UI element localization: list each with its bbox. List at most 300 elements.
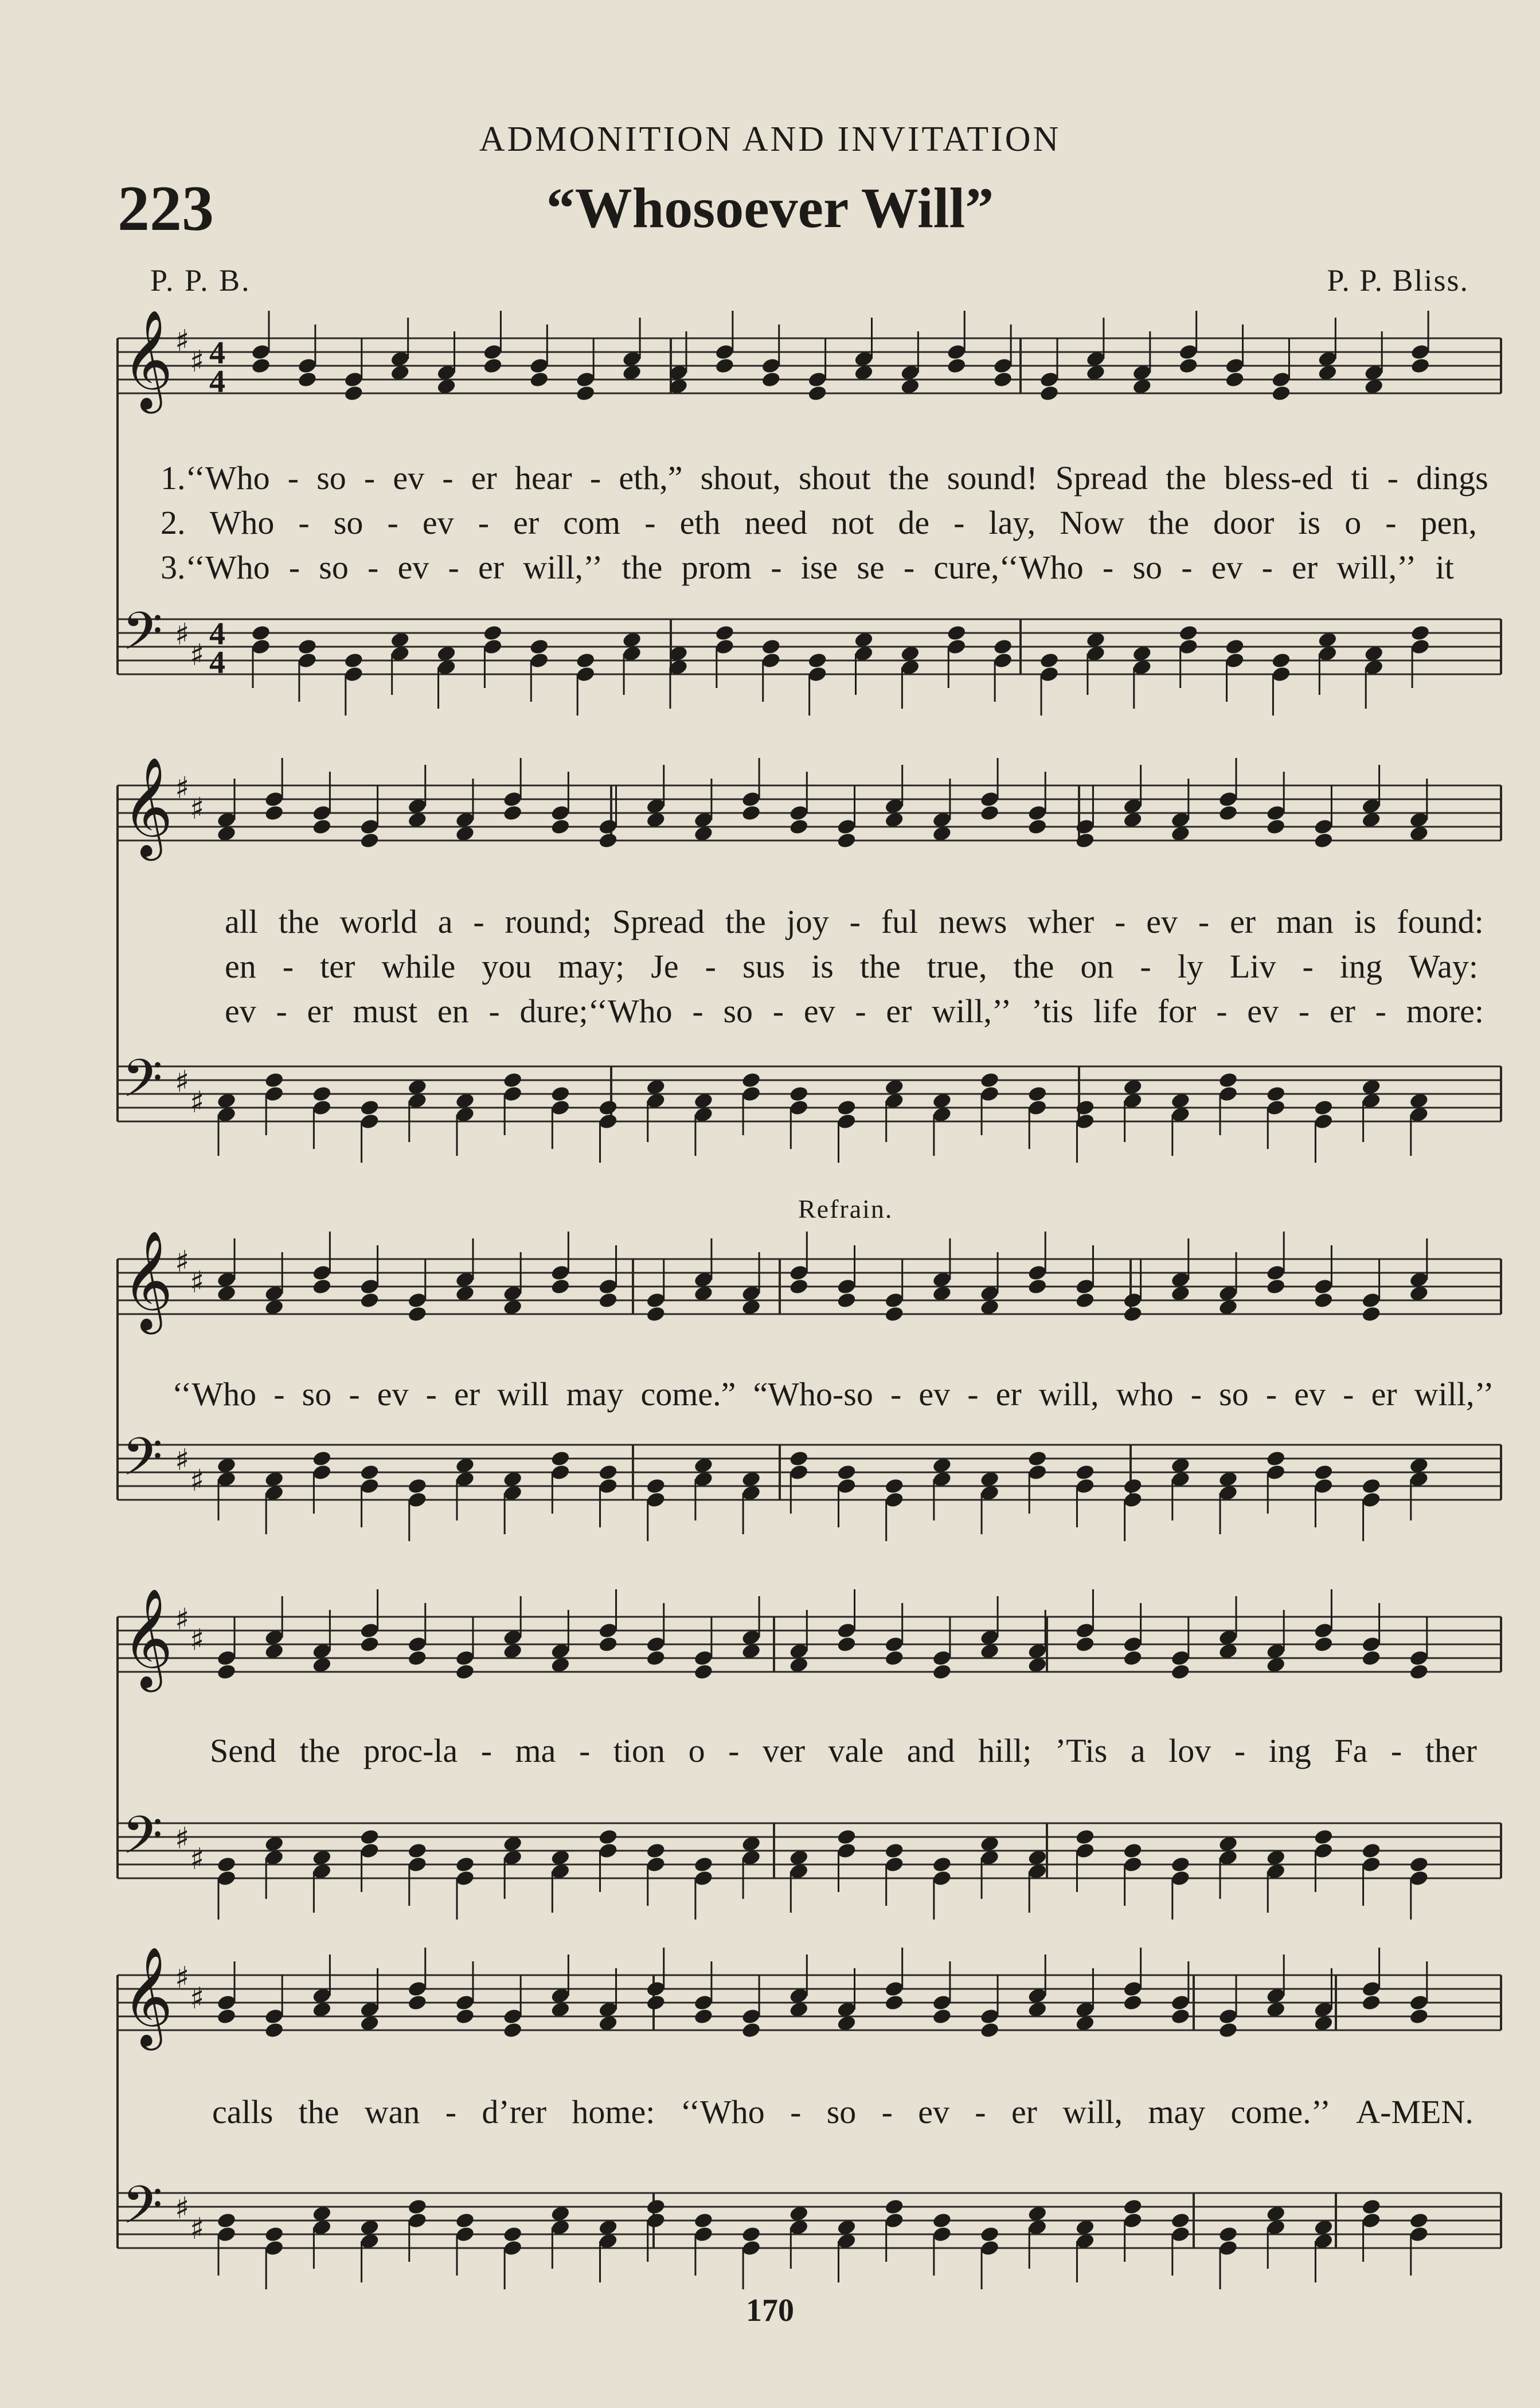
lyric-syllable: - xyxy=(967,1375,979,1413)
lyric-syllable: so xyxy=(319,549,349,586)
lyric-syllable: home: xyxy=(572,2093,655,2131)
lyric-syllable: - xyxy=(442,459,454,497)
lyric-syllable: prom xyxy=(681,549,752,586)
lyric-syllable: - xyxy=(771,549,782,586)
lyric-syllable: A-MEN. xyxy=(1356,2093,1473,2131)
note-head xyxy=(1265,1085,1286,1103)
lyric-syllable: - xyxy=(1302,948,1314,985)
note-head xyxy=(1178,624,1199,642)
note-head xyxy=(741,2226,761,2243)
lyric-syllable: will,’’ xyxy=(523,549,603,586)
lyric-syllable: - xyxy=(953,504,965,541)
lyric-syllable: - xyxy=(849,903,861,940)
note-head xyxy=(264,804,284,822)
note-head xyxy=(502,804,523,822)
lyric-syllable: - xyxy=(1190,1375,1202,1413)
note-head xyxy=(455,1663,475,1681)
note-head xyxy=(1361,2198,1382,2216)
lyric-syllable: lay, xyxy=(988,504,1036,541)
lyric-syllable: - xyxy=(480,1732,493,1769)
lyric-syllable: - xyxy=(728,1732,740,1769)
lyric-syllable: so xyxy=(333,504,363,541)
note-head xyxy=(646,2198,666,2216)
lyric-syllable: may; xyxy=(558,948,625,985)
treble-clef: 𝄞 xyxy=(122,1588,173,1688)
lyric-syllable: ma xyxy=(515,1732,556,1769)
lyric-syllable: for xyxy=(1157,992,1197,1030)
treble-clef: 𝄞 xyxy=(122,757,173,857)
note-head xyxy=(693,1856,714,1874)
lyric-syllable: Fa xyxy=(1334,1732,1368,1769)
note-head xyxy=(932,1663,952,1681)
sharp-sign: ♯ xyxy=(175,324,190,358)
lyric-syllable: com xyxy=(563,504,621,541)
lyric-syllable: - xyxy=(855,992,866,1030)
sharp-sign: ♯ xyxy=(190,792,205,826)
note-head xyxy=(1123,1649,1143,1667)
note-head xyxy=(407,1842,428,1860)
lyric-syllable: - xyxy=(705,948,716,985)
lyric-syllable: found: xyxy=(1397,903,1484,940)
lyric-syllable: on xyxy=(1080,948,1114,985)
lyric-syllable: 1.‘‘Who xyxy=(161,459,270,497)
note-head xyxy=(264,2226,284,2243)
lyric-syllable: come.’’ xyxy=(1230,2093,1331,2131)
note-head xyxy=(1409,1856,1429,1874)
lyric-syllable: wher xyxy=(1027,903,1095,940)
lyric-syllable: ev xyxy=(918,2093,949,2131)
note-head xyxy=(932,2008,952,2026)
hymn-number: 223 xyxy=(118,173,214,244)
lyric-syllable: pen, xyxy=(1420,504,1477,541)
lyric-syllable: - xyxy=(448,549,459,586)
note-head xyxy=(884,2198,905,2216)
note-head xyxy=(529,638,549,656)
lyric-syllable: wan xyxy=(364,2093,420,2131)
lyric-syllable: - xyxy=(1390,1732,1402,1769)
note-head xyxy=(598,1464,619,1481)
note-head xyxy=(1075,1636,1096,1653)
note-head xyxy=(1409,2008,1429,2026)
lyric-syllable: er xyxy=(1371,1375,1397,1413)
sharp-sign: ♯ xyxy=(175,771,190,806)
lyric-syllable: - xyxy=(1387,459,1398,497)
note-head xyxy=(1218,804,1238,822)
note-head xyxy=(646,1842,666,1860)
lyric-syllable: - xyxy=(1198,903,1210,940)
lyric-line xyxy=(225,947,1478,986)
note-head xyxy=(407,1477,428,1495)
lyric-syllable: - xyxy=(1375,992,1386,1030)
lyric-syllable: er xyxy=(1230,903,1256,940)
lyric-line xyxy=(161,459,1488,497)
lyric-syllable: cure,‘‘Who xyxy=(933,549,1084,586)
lyric-syllable: not xyxy=(831,504,874,541)
lyric-syllable: sus xyxy=(742,948,785,985)
lyric-syllable: the xyxy=(1013,948,1054,985)
sharp-sign: ♯ xyxy=(175,2191,190,2226)
lyric-syllable: vale xyxy=(828,1732,884,1769)
note-head xyxy=(455,1856,475,1874)
note-head xyxy=(502,2226,523,2243)
lyric-syllable: need xyxy=(744,504,808,541)
note-head xyxy=(359,1828,380,1846)
lyric-syllable: proc-la xyxy=(363,1732,458,1769)
note-head xyxy=(483,624,503,642)
note-head xyxy=(788,1085,809,1103)
lyric-syllable: ing xyxy=(1339,948,1382,985)
lyric-syllable: and xyxy=(906,1732,955,1769)
lyric-syllable: may xyxy=(1148,2093,1206,2131)
lyric-syllable: will, xyxy=(1062,2093,1123,2131)
hymn-title: “Whosoever Will” xyxy=(546,176,994,240)
note-head xyxy=(251,624,271,642)
lyric-syllable: shout xyxy=(798,459,871,497)
note-head xyxy=(550,1085,570,1103)
lyric-syllable: ev xyxy=(393,459,425,497)
sharp-sign: ♯ xyxy=(175,1443,190,1477)
note-head xyxy=(1039,652,1060,670)
lyric-line xyxy=(225,992,1484,1030)
lyric-syllable: ev xyxy=(1294,1375,1326,1413)
note-head xyxy=(1361,1305,1382,1323)
lyric-syllable: all xyxy=(225,903,258,940)
lyric-syllable: will,’’ xyxy=(1414,1375,1494,1413)
sharp-sign: ♯ xyxy=(175,1961,190,1995)
note-head xyxy=(761,371,781,389)
sharp-sign: ♯ xyxy=(190,1265,205,1300)
lyric-line xyxy=(210,1731,1477,1770)
bass-clef: 𝄢 xyxy=(122,2175,163,2248)
note-head xyxy=(1410,357,1430,375)
note-head xyxy=(455,2212,475,2230)
note-head xyxy=(1409,2212,1429,2230)
lyric-syllable: Spread xyxy=(1055,459,1148,497)
lyric-syllable: er xyxy=(1292,549,1318,586)
lyric-syllable: - xyxy=(1115,903,1126,940)
note-head xyxy=(979,1072,1000,1089)
note-head xyxy=(1271,652,1292,670)
note-head xyxy=(1361,1477,1382,1495)
note-head xyxy=(646,1994,666,2012)
lyric-syllable: the xyxy=(1148,504,1189,541)
lyric-syllable: ‘‘Who xyxy=(680,2093,765,2131)
lyric-syllable: while xyxy=(381,948,456,985)
lyric-syllable: er xyxy=(995,1375,1022,1413)
lyric-syllable: ther xyxy=(1425,1732,1477,1769)
lyric-syllable: Who xyxy=(209,504,275,541)
lyric-syllable: life xyxy=(1093,992,1138,1030)
lyric-syllable: must xyxy=(353,992,418,1030)
note-head xyxy=(312,818,333,836)
lyric-syllable: - xyxy=(368,549,379,586)
lyric-syllable: ‘‘Who xyxy=(172,1375,257,1413)
note-head xyxy=(1314,1292,1334,1309)
lyric-line xyxy=(161,503,1477,542)
lyric-syllable: is xyxy=(1298,504,1321,541)
lyric-syllable: - xyxy=(644,504,656,541)
lyric-syllable: eth xyxy=(679,504,721,541)
note-head xyxy=(884,1649,905,1667)
note-head xyxy=(837,1636,857,1653)
lyric-syllable: de xyxy=(898,504,930,541)
lyric-syllable: - xyxy=(975,2093,986,2131)
note-head xyxy=(598,1828,619,1846)
lyric-syllable: - xyxy=(273,1375,285,1413)
lyric-syllable: the xyxy=(1166,459,1206,497)
lyric-syllable: news xyxy=(939,903,1007,940)
lyric-syllable: - xyxy=(692,992,703,1030)
note-head xyxy=(1123,1305,1143,1323)
note-head xyxy=(837,832,857,850)
note-head xyxy=(837,1099,857,1117)
time-signature-bottom: 4 xyxy=(209,645,225,681)
note-head xyxy=(359,1099,380,1117)
note-head xyxy=(693,2212,714,2230)
lyric-syllable: so xyxy=(723,992,753,1030)
lyric-syllable: er xyxy=(513,504,540,541)
lyric-syllable: - xyxy=(1385,504,1397,541)
note-head xyxy=(1409,1663,1429,1681)
note-head xyxy=(1170,1663,1191,1681)
lyric-syllable: lov xyxy=(1168,1732,1211,1769)
note-head xyxy=(837,1828,857,1846)
lyric-syllable: er xyxy=(1011,2093,1037,2131)
lyric-syllable: is xyxy=(811,948,834,985)
lyric-syllable: - xyxy=(478,504,490,541)
note-head xyxy=(992,638,1013,656)
lyric-syllable: so xyxy=(826,2093,857,2131)
sharp-sign: ♯ xyxy=(190,1623,205,1658)
time-signature-top: 4 xyxy=(209,616,225,652)
note-head xyxy=(550,1278,570,1296)
sharp-sign: ♯ xyxy=(190,1464,205,1498)
note-head xyxy=(1361,1994,1382,2012)
lyric-syllable: - xyxy=(589,459,601,497)
lyric-syllable: - xyxy=(1102,549,1114,586)
note-head xyxy=(992,371,1013,389)
note-head xyxy=(343,652,364,670)
note-head xyxy=(1218,2022,1238,2039)
lyric-line xyxy=(225,902,1484,941)
note-head xyxy=(312,1085,333,1103)
lyric-syllable: the xyxy=(298,2093,339,2131)
lyric-syllable: world xyxy=(339,903,417,940)
lyric-syllable: ev xyxy=(1146,903,1178,940)
note-head xyxy=(646,1649,666,1667)
sharp-sign: ♯ xyxy=(190,1842,205,1877)
note-head xyxy=(483,357,503,375)
note-head xyxy=(1361,1842,1382,1860)
lyric-syllable: ti xyxy=(1351,459,1370,497)
lyric-syllable: d’rer xyxy=(482,2093,547,2131)
lyric-syllable: er xyxy=(471,459,497,497)
lyric-syllable: Je xyxy=(651,948,679,985)
note-head xyxy=(1075,832,1096,850)
note-head xyxy=(598,1292,619,1309)
lyric-syllable: - xyxy=(890,1375,902,1413)
note-head xyxy=(1218,1072,1238,1089)
note-head xyxy=(946,357,967,375)
lyric-syllable: true, xyxy=(927,948,987,985)
lyric-syllable: - xyxy=(298,504,310,541)
lyric-syllable: er xyxy=(1329,992,1355,1030)
lyric-syllable: - xyxy=(1216,992,1228,1030)
bass-clef: 𝄢 xyxy=(122,1048,163,1121)
note-head xyxy=(343,385,364,402)
note-head xyxy=(761,638,781,656)
note-head xyxy=(1075,1099,1096,1117)
lyric-syllable: who xyxy=(1116,1375,1174,1413)
note-head xyxy=(407,1649,428,1667)
note-head xyxy=(714,357,735,375)
lyric-syllable: the xyxy=(725,903,766,940)
note-head xyxy=(216,2212,237,2230)
lyric-syllable: round; xyxy=(505,903,592,940)
lyric-syllable: 3.‘‘Who xyxy=(161,549,270,586)
note-head xyxy=(741,1072,761,1089)
lyric-syllable: ev xyxy=(1247,992,1279,1030)
note-head xyxy=(1225,638,1245,656)
lyric-syllable: - xyxy=(349,1375,360,1413)
lyric-syllable: - xyxy=(772,992,784,1030)
lyric-syllable: the xyxy=(622,549,663,586)
note-head xyxy=(646,1477,666,1495)
composer-credit: P. P. Bliss. xyxy=(1327,263,1469,298)
note-head xyxy=(1314,1099,1334,1117)
lyric-syllable: is xyxy=(1354,903,1377,940)
note-head xyxy=(550,1450,570,1468)
lyric-syllable: Liv xyxy=(1229,948,1276,985)
lyric-syllable: ly xyxy=(1177,948,1203,985)
lyric-syllable: - xyxy=(288,549,300,586)
note-head xyxy=(837,1464,857,1481)
refrain-label: Refrain. xyxy=(798,1194,893,1223)
note-head xyxy=(788,1450,809,1468)
lyric-syllable: - xyxy=(282,948,294,985)
note-head xyxy=(1410,624,1430,642)
note-head xyxy=(407,2198,428,2216)
sharp-sign: ♯ xyxy=(175,1065,190,1099)
note-head xyxy=(216,1856,237,1874)
lyric-syllable: ev xyxy=(1211,549,1243,586)
note-head xyxy=(714,624,735,642)
lyric-syllable: calls xyxy=(212,2093,273,2131)
lyric-syllable: ev xyxy=(225,992,256,1030)
lyric-syllable: come.” xyxy=(640,1375,736,1413)
note-head xyxy=(837,1292,857,1309)
note-head xyxy=(1075,1292,1096,1309)
lyric-syllable: door xyxy=(1213,504,1275,541)
lyric-syllable: - xyxy=(881,2093,893,2131)
lyric-syllable: - xyxy=(579,1732,591,1769)
note-head xyxy=(1314,1828,1334,1846)
lyric-syllable: will,’’ xyxy=(1336,549,1417,586)
lyric-syllable: hear xyxy=(514,459,572,497)
sharp-sign: ♯ xyxy=(175,1602,190,1637)
note-head xyxy=(1225,371,1245,389)
note-head xyxy=(1123,1994,1143,2012)
lyric-syllable: en xyxy=(437,992,469,1030)
note-head xyxy=(693,2008,714,2026)
sharp-sign: ♯ xyxy=(175,1821,190,1856)
lyric-syllable: - xyxy=(1343,1375,1354,1413)
note-head xyxy=(807,385,828,402)
lyric-syllable: Now xyxy=(1060,504,1124,541)
lyric-syllable: so xyxy=(302,1375,332,1413)
note-head xyxy=(884,1477,905,1495)
note-head xyxy=(1170,2212,1191,2230)
note-head xyxy=(1027,1085,1047,1103)
lyric-syllable: will,’’ xyxy=(932,992,1012,1030)
lyric-syllable: - xyxy=(425,1375,437,1413)
lyric-syllable: 2. xyxy=(161,504,186,541)
lyric-syllable: shout, xyxy=(700,459,781,497)
note-head xyxy=(407,1305,428,1323)
note-head xyxy=(1265,818,1286,836)
lyric-syllable: - xyxy=(363,459,376,497)
lyric-line xyxy=(161,548,1454,587)
note-head xyxy=(788,818,809,836)
lyric-syllable: ful xyxy=(881,903,918,940)
note-head xyxy=(297,638,318,656)
lyric-syllable: ’tis xyxy=(1031,992,1074,1030)
note-head xyxy=(646,1305,666,1323)
lyric-syllable: the xyxy=(299,1732,341,1769)
note-head xyxy=(1075,1464,1096,1481)
lyric-syllable: more: xyxy=(1406,992,1484,1030)
note-head xyxy=(264,1072,284,1089)
author-credit: P. P. B. xyxy=(150,263,251,298)
note-head xyxy=(598,1636,619,1653)
note-head xyxy=(1027,818,1047,836)
lyric-syllable: er xyxy=(886,992,912,1030)
lyric-syllable: o xyxy=(688,1732,705,1769)
note-head xyxy=(251,357,271,375)
lyric-syllable: en xyxy=(225,948,256,985)
lyric-syllable: dings xyxy=(1416,459,1488,497)
note-head xyxy=(1314,832,1334,850)
lyric-line xyxy=(212,2093,1473,2131)
lyric-syllable: - xyxy=(287,459,299,497)
lyric-syllable: may xyxy=(566,1375,624,1413)
note-head xyxy=(884,1994,905,2012)
note-head xyxy=(1361,1649,1382,1667)
note-head xyxy=(946,624,967,642)
sharp-sign: ♯ xyxy=(190,345,205,379)
lyric-syllable: joy xyxy=(786,903,829,940)
treble-clef: 𝄞 xyxy=(122,1230,173,1330)
note-head xyxy=(884,1842,905,1860)
note-head xyxy=(359,832,380,850)
note-head xyxy=(979,2226,1000,2243)
lyric-syllable: a xyxy=(1130,1732,1146,1769)
lyric-syllable: the xyxy=(888,459,929,497)
lyric-syllable: er xyxy=(478,549,505,586)
lyric-syllable: so xyxy=(1132,549,1163,586)
note-head xyxy=(807,652,828,670)
treble-clef: 𝄞 xyxy=(122,310,173,409)
lyric-syllable: ev xyxy=(397,549,429,586)
note-head xyxy=(1265,1450,1286,1468)
lyric-syllable: - xyxy=(1140,948,1151,985)
note-head xyxy=(312,1450,333,1468)
lyric-syllable: - xyxy=(1234,1732,1246,1769)
note-head xyxy=(502,1072,523,1089)
lyric-syllable: - xyxy=(790,2093,802,2131)
sharp-sign: ♯ xyxy=(190,1981,205,2016)
note-head xyxy=(1314,1636,1334,1653)
